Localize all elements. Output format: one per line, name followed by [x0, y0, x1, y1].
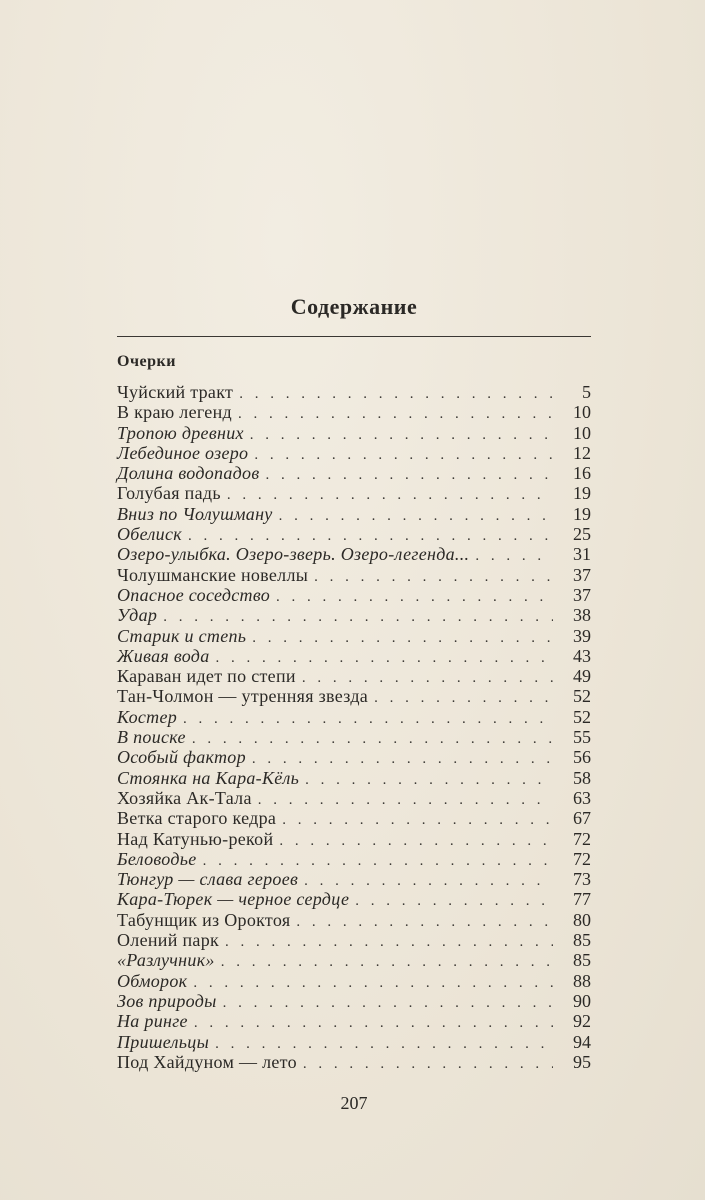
toc-entry [117, 910, 591, 930]
toc-entry [117, 889, 591, 909]
dot-leader [279, 831, 553, 851]
toc-entry [117, 423, 591, 443]
toc-entry [117, 463, 591, 483]
toc-entry-page: 10 [573, 402, 591, 423]
toc-entry [117, 1032, 591, 1052]
dot-leader [304, 871, 553, 891]
dot-leader [194, 1013, 553, 1033]
toc-entry-title: Долина водопадов [117, 463, 260, 484]
toc-entry [117, 1052, 591, 1072]
toc-entry-title: Тан-Чолмон — утренняя звезда [117, 686, 369, 707]
toc-entry [117, 727, 591, 747]
toc-entry-title: Пришельцы [117, 1031, 210, 1052]
dot-leader [193, 973, 553, 993]
toc-entry [117, 544, 591, 564]
dot-leader [252, 749, 553, 769]
toc-entry-page: 39 [573, 625, 591, 646]
dot-leader [296, 912, 553, 932]
dot-leader [216, 648, 554, 668]
dot-leader [188, 526, 553, 546]
toc-entry-title: Караван идет по степи [117, 666, 296, 687]
toc-entry-title: Озеро-улыбка. Озеро-зверь. Озеро-легенда... [117, 544, 470, 565]
toc-entry [117, 829, 591, 849]
dot-leader [475, 546, 553, 566]
toc-entry-page: 63 [573, 787, 591, 808]
dot-leader [258, 790, 553, 810]
toc-entry-title: Живая вода [117, 645, 210, 666]
toc-entry-page: 77 [573, 889, 591, 910]
dot-leader [250, 425, 553, 445]
toc-entry-title: Над Катунью-рекой [117, 828, 274, 849]
toc-entry-title: Костер [117, 706, 178, 727]
toc-entry-title: Удар [117, 605, 158, 626]
toc-entry [117, 666, 591, 686]
dot-leader [227, 485, 553, 505]
dot-leader [276, 587, 553, 607]
toc-entry-page: 92 [573, 1011, 591, 1032]
toc-entry [117, 646, 591, 666]
toc-entry [117, 930, 591, 950]
toc-entry-title: Под Хайдуном — лето [117, 1051, 297, 1072]
toc-entry-title: Кара-Тюрек — черное сердце [117, 889, 350, 910]
toc-entry-page: 16 [573, 463, 591, 484]
toc-entry-title: Тропою древних [117, 422, 244, 443]
dot-leader [314, 567, 553, 587]
toc-entry-title: Беловодье [117, 848, 197, 869]
dot-leader [303, 1054, 553, 1074]
toc-entry [117, 950, 591, 970]
toc-entry-page: 5 [582, 382, 591, 402]
toc-entry-title: Опасное соседство [117, 584, 271, 605]
toc-entry [117, 585, 591, 605]
toc-entry [117, 747, 591, 767]
dot-leader [282, 810, 553, 830]
dot-leader [239, 384, 553, 404]
toc-entry-title: Обелиск [117, 524, 182, 545]
toc-entry [117, 788, 591, 808]
toc-entry-page: 88 [573, 970, 591, 991]
dot-leader [252, 628, 553, 648]
toc-entry-title: Особый фактор [117, 747, 246, 768]
toc-entry-page: 85 [573, 950, 591, 971]
toc-entry-page: 58 [573, 767, 591, 788]
toc-entry-title: Чолушманские новеллы [117, 564, 309, 585]
toc-entry [117, 524, 591, 544]
toc-entry-title: Голубая падь [117, 483, 221, 504]
dot-leader [221, 952, 553, 972]
toc-entry-title: Лебединое озеро [117, 442, 249, 463]
toc-entry-title: Вниз по Чолушману [117, 503, 273, 524]
toc-entry [117, 686, 591, 706]
toc-entry-title: На ринге [117, 1011, 188, 1032]
toc-entry-page: 52 [573, 686, 591, 707]
page-number: 207 [340, 1093, 368, 1113]
toc-entry-page: 31 [573, 544, 591, 565]
page-title: Содержание [290, 294, 418, 319]
dot-leader [302, 668, 553, 688]
toc-entry-title: Чуйский тракт [117, 382, 234, 402]
toc-entry-page: 90 [573, 990, 591, 1011]
toc-entry [117, 483, 591, 503]
section-heading: Очерки [117, 353, 176, 370]
toc-entry-title: Табунщик из Ороктоя [117, 909, 291, 930]
toc-entry-page: 72 [573, 848, 591, 869]
dot-leader [215, 1034, 553, 1054]
toc-entry-page: 38 [573, 605, 591, 626]
toc-entry-title: В краю легенд [117, 402, 232, 423]
toc-entry [117, 382, 591, 402]
toc-entry-page: 10 [573, 422, 591, 443]
toc-entry [117, 605, 591, 625]
toc-entry-title: В поиске [117, 727, 186, 748]
dot-leader [355, 891, 553, 911]
toc-entry-page: 19 [573, 483, 591, 504]
toc-entry-title: Стоянка на Кара-Кёль [117, 767, 300, 788]
toc-entry [117, 626, 591, 646]
toc-entry [117, 768, 591, 788]
dot-leader [163, 607, 553, 627]
toc-entry-page: 49 [573, 666, 591, 687]
toc-entry-page: 94 [573, 1031, 591, 1052]
toc-entry-page: 85 [573, 930, 591, 951]
dot-leader [238, 404, 553, 424]
dot-leader [265, 465, 553, 485]
toc-entry-title: «Разлучник» [117, 950, 215, 971]
dot-leader [374, 688, 553, 708]
toc-entry [117, 707, 591, 727]
dot-leader [254, 445, 553, 465]
toc-entry-title: Ветка старого кедра [117, 808, 277, 829]
toc-entry [117, 971, 591, 991]
toc-entry-page: 73 [573, 869, 591, 890]
dot-leader [225, 932, 553, 952]
toc-entry [117, 565, 591, 585]
toc-entry-page: 43 [573, 645, 591, 666]
toc-entry [117, 849, 591, 869]
toc-entry-page: 95 [573, 1051, 591, 1072]
toc-entry-title: Старик и степь [117, 625, 247, 646]
title-divider [117, 336, 591, 337]
toc-entry-page: 80 [573, 909, 591, 930]
dot-leader [183, 709, 553, 729]
table-of-contents [117, 382, 591, 1072]
toc-entry [117, 869, 591, 889]
toc-entry [117, 504, 591, 524]
toc-entry-title: Зов природы [117, 990, 217, 1011]
toc-entry-title: Хозяйка Ак-Тала [117, 787, 252, 808]
toc-entry-page: 12 [573, 442, 591, 463]
dot-leader [203, 851, 553, 871]
toc-entry-page: 37 [573, 584, 591, 605]
toc-entry-page: 56 [573, 747, 591, 768]
toc-entry-title: Олений парк [117, 930, 220, 951]
toc-entry-page: 19 [573, 503, 591, 524]
toc-entry [117, 808, 591, 828]
toc-entry-page: 25 [573, 524, 591, 545]
dot-leader [279, 506, 553, 526]
toc-entry [117, 991, 591, 1011]
toc-entry [117, 443, 591, 463]
toc-entry-page: 67 [573, 808, 591, 829]
toc-entry-page: 37 [573, 564, 591, 585]
toc-entry-page: 55 [573, 727, 591, 748]
toc-entry-page: 72 [573, 828, 591, 849]
toc-entry-page: 52 [573, 706, 591, 727]
toc-entry [117, 1011, 591, 1031]
dot-leader [223, 993, 553, 1013]
toc-entry-title: Обморок [117, 970, 188, 991]
toc-entry-title: Тюнгур — слава героев [117, 869, 299, 890]
dot-leader [305, 770, 553, 790]
dot-leader [192, 729, 553, 749]
toc-entry [117, 402, 591, 422]
